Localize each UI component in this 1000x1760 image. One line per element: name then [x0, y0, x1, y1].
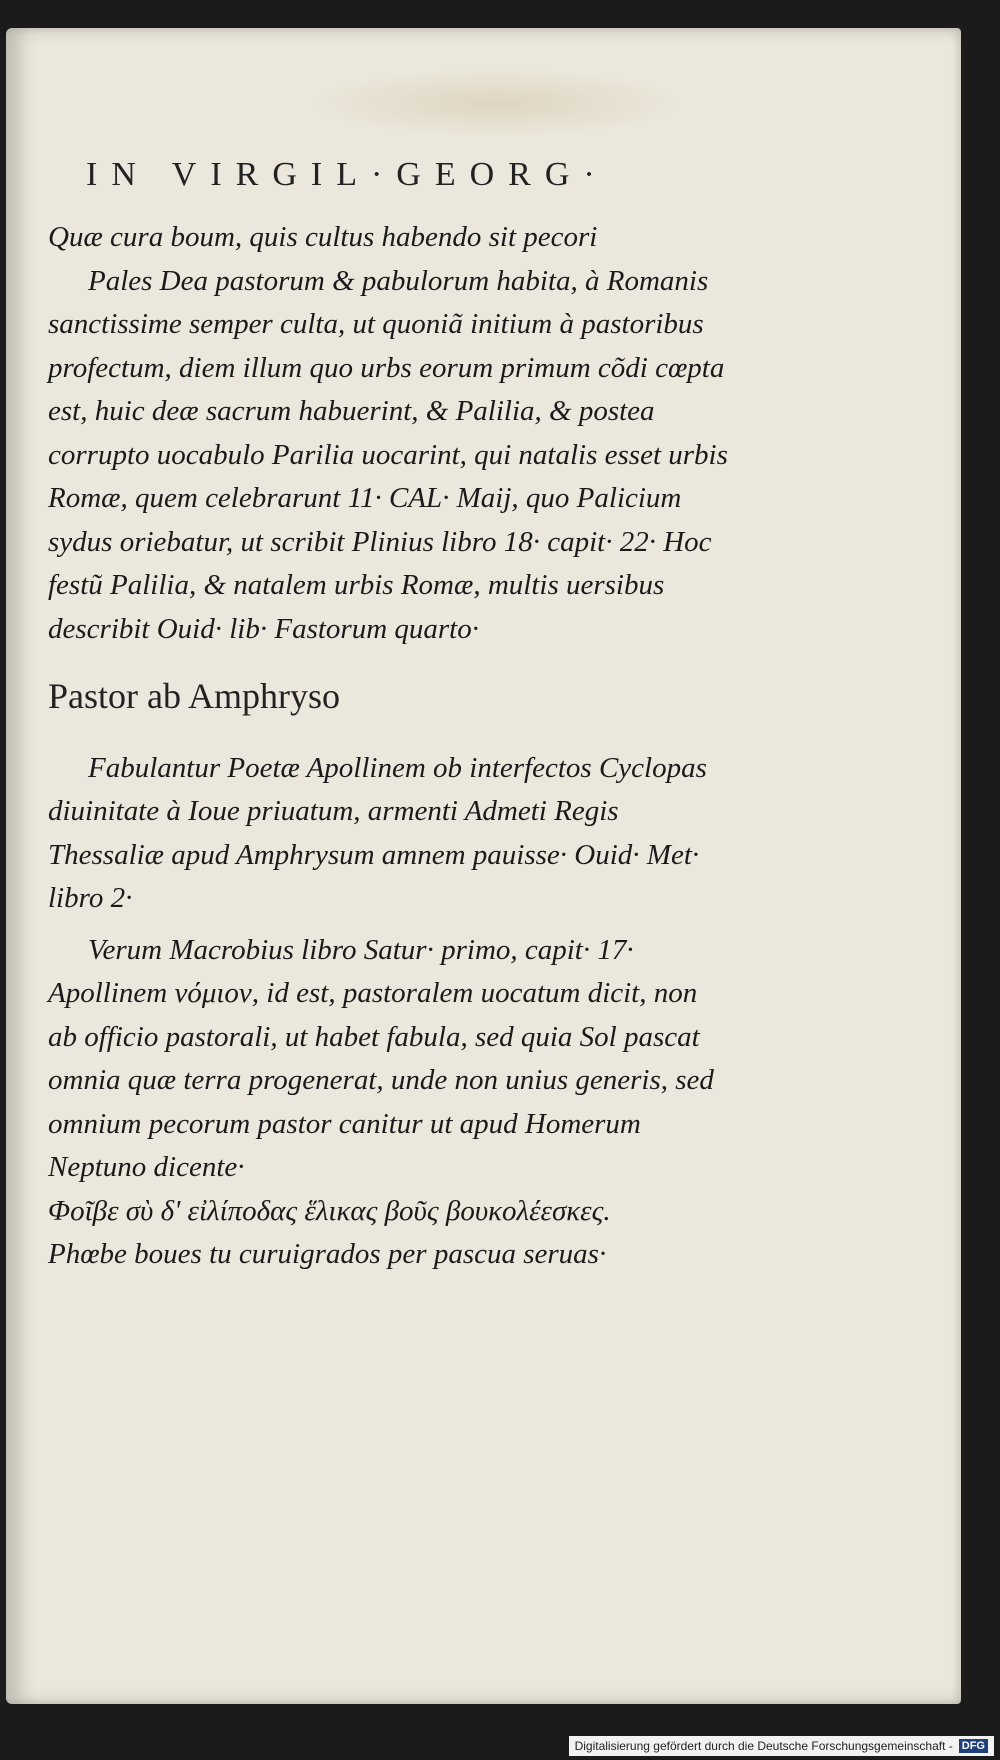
- section-heading: Pastor ab Amphryso: [48, 676, 340, 716]
- paragraph-pales: Pales Dea pastorum & pabulorum habita, à Romanis sanctissime semper culta, ut quoniã initium à pastoribus profectum, diem illum quo urbs eorum primum cõdi cœpta est, huic deæ sacrum habuerint, & Palilia, & postea corrupto uocabulo Parilia uocarint, qui natalis esset urbis Romæ, quem celebrarunt 11· CAL· Maij, quo Palicium sydus oriebatur, ut scribit Plinius libro 18· capit· 22· Hoc festũ Palilia, & natalem urbis Romæ, multis uersibus describit Ouid· lib· Fastorum quarto·: [48, 264, 728, 645]
- running-head: IN VIRGIL·GEORG·: [86, 156, 609, 193]
- paragraph-apollo: Fabulantur Poetæ Apollinem ob interfectos Cyclopas diuinitate à Ioue priuatum, armenti Admeti Regis Thessaliæ apud Amphrysum amnem pauisse· Ouid· Met· libro 2·: [48, 751, 707, 914]
- book-page: [6, 28, 961, 1704]
- paper-stain: [306, 68, 686, 138]
- latin-translation: Phœbe boues tu curuigrados per pascua seruas·: [48, 1238, 607, 1270]
- lemma-line: Quæ cura boum, quis cultus habendo sit pecori: [48, 221, 598, 253]
- greek-quotation: Φοῖβε σὺ δ' εἰλίποδας ἕλικας βοῦς βουκολέεσκες.: [48, 1194, 611, 1227]
- page-text: [48, 216, 728, 1277]
- footer-text: Digitalisierung gefördert durch die Deutsche Forschungsgemeinschaft -: [574, 1739, 953, 1753]
- paragraph-macrobius: Verum Macrobius libro Satur· primo, capit· 17· Apollinem νόμιον, id est, pastoralem uocatum dicit, non ab officio pastorali, ut habet fabula, sed quia Sol pascat omnia quæ terra progenerat, unde non unius generis, sed omnium pecorum pastor canitur ut apud Homerum Neptuno dicente·: [48, 933, 714, 1183]
- dfg-logo: DFG: [959, 1739, 988, 1753]
- digitization-footer: [569, 1736, 994, 1756]
